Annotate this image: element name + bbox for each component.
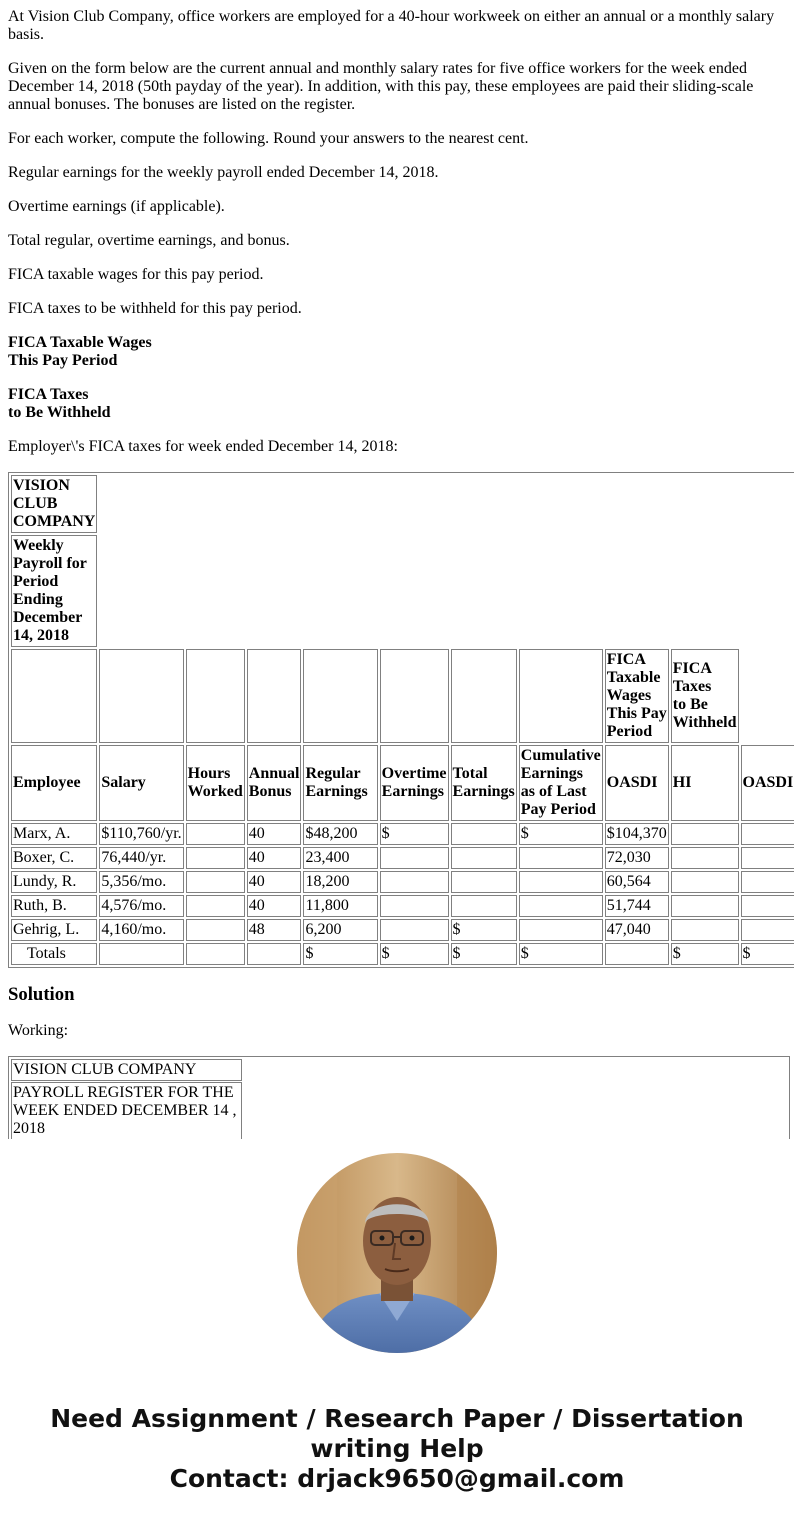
banner-contact-line: Contact: drjack9650@gmail.com	[169, 1464, 625, 1493]
intro-paragraph: At Vision Club Company, office workers are employed for a 40-hour workweek on either an annual or a monthly salary basis.	[8, 8, 775, 43]
blank-header-cell	[303, 649, 377, 743]
header-line: as of Last	[520, 783, 587, 800]
annual-bonus-cell: 40	[247, 823, 302, 845]
task-item: Total regular, overtime earnings, and bonus.	[8, 232, 290, 249]
header-line: Earnings	[452, 783, 515, 800]
hours-worked-cell	[186, 847, 245, 869]
fica-wages-hi-cell	[671, 871, 739, 893]
salary-cell: 76,440/yr.	[99, 847, 183, 869]
task-item: FICA taxable wages for this pay period.	[8, 266, 264, 283]
fica-taxes-oasdi-cell: $	[741, 943, 794, 965]
fica-taxes-oasdi-cell	[741, 871, 794, 893]
header-line: Worked	[187, 783, 243, 800]
col-header-overtime	[380, 745, 449, 821]
banner-line-2: writing Help	[310, 1434, 484, 1463]
header-line: This Pay	[606, 705, 667, 722]
blank-header-cell	[11, 649, 97, 743]
employee-cell: Marx, A.	[11, 823, 97, 845]
register-body	[11, 475, 794, 965]
col-header-wages-hi: HI	[671, 745, 739, 821]
fica-wages-hi-cell	[671, 823, 739, 845]
employee-cell: Lundy, R.	[11, 871, 97, 893]
col-header-bonus	[247, 745, 302, 821]
solution-company-cell: VISION CLUB COMPANY	[11, 1059, 242, 1081]
overtime-earnings-cell	[380, 847, 449, 869]
table-row	[11, 847, 794, 869]
banner-line-1: Need Assignment / Research Paper / Dissertation	[50, 1404, 744, 1433]
task-item: Regular earnings for the weekly payroll ended December 14, 2018.	[8, 164, 439, 181]
annual-bonus-cell: 40	[247, 895, 302, 917]
label-line: to Be Withheld	[8, 404, 111, 421]
instruction-text: For each worker, compute the following. Round your answers to the nearest cent.	[8, 130, 529, 147]
annual-bonus-cell: 40	[247, 871, 302, 893]
payroll-register-table	[8, 472, 794, 968]
cumulative-earnings-cell: $	[519, 943, 603, 965]
annual-bonus-cell: 48	[247, 919, 302, 941]
fica-wages-oasdi-cell: 60,564	[605, 871, 669, 893]
fica-taxes-oasdi-cell	[741, 919, 794, 941]
hours-worked-cell	[186, 919, 245, 941]
period-cell: Weekly Payroll for Period Ending December 14, 2018	[11, 535, 97, 647]
solution-table	[8, 1056, 790, 1139]
hours-worked-cell	[186, 943, 245, 965]
fica-taxes-oasdi-cell	[741, 895, 794, 917]
fica-wages-hi-cell: $	[671, 943, 739, 965]
label-line: FICA Taxable Wages	[8, 334, 152, 351]
salary-cell: 5,356/mo.	[99, 871, 183, 893]
cumulative-earnings-cell: $	[519, 823, 603, 845]
regular-earnings-cell: 6,200	[303, 919, 377, 941]
total-earnings-cell: $	[451, 943, 517, 965]
working-label: Working:	[8, 1022, 69, 1039]
blank-header-cell	[451, 649, 517, 743]
overtime-earnings-cell	[380, 895, 449, 917]
col-header-total	[451, 745, 517, 821]
author-photo	[297, 1153, 497, 1353]
fica-wages-group-header	[605, 649, 669, 743]
bold-label-fica-taxes	[8, 386, 794, 422]
col-header-salary: Salary	[99, 745, 183, 821]
header-line: Taxable	[606, 669, 661, 686]
portrait-image	[297, 1153, 497, 1353]
employee-cell: Ruth, B.	[11, 895, 97, 917]
fica-taxes-oasdi-cell	[741, 847, 794, 869]
header-line: to Be	[672, 696, 708, 713]
header-line: FICA	[606, 651, 646, 668]
salary-cell: $110,760/yr.	[99, 823, 183, 845]
header-line: Hours	[187, 765, 231, 782]
header-line: Cumulative	[520, 747, 601, 764]
header-line: Bonus	[248, 783, 292, 800]
hours-worked-cell	[186, 871, 245, 893]
regular-earnings-cell: 23,400	[303, 847, 377, 869]
col-header-employee: Employee	[11, 745, 97, 821]
header-line: Earnings	[381, 783, 444, 800]
overtime-earnings-cell	[380, 919, 449, 941]
table-row	[11, 871, 794, 893]
fica-taxes-group-header	[671, 649, 739, 743]
fica-wages-oasdi-cell: 47,040	[605, 919, 669, 941]
company-name-cell: VISION CLUB COMPANY	[11, 475, 97, 533]
cumulative-earnings-cell	[519, 895, 603, 917]
annual-bonus-cell: 40	[247, 847, 302, 869]
header-line: Wages	[606, 687, 652, 704]
blank-header-cell	[519, 649, 603, 743]
payroll-register-container	[8, 472, 794, 968]
total-earnings-cell: $	[451, 919, 517, 941]
fica-taxes-oasdi-cell	[741, 823, 794, 845]
col-header-cumulative	[519, 745, 603, 821]
hours-worked-cell	[186, 823, 245, 845]
col-header-taxes-oasdi: OASDI	[741, 745, 794, 821]
overtime-earnings-cell: $	[380, 943, 449, 965]
fica-wages-hi-cell	[671, 919, 739, 941]
regular-earnings-cell: 18,200	[303, 871, 377, 893]
label-line: This Pay Period	[8, 352, 118, 369]
header-line: Period	[606, 723, 653, 740]
fica-wages-oasdi-cell	[605, 943, 669, 965]
fica-wages-oasdi-cell: 51,744	[605, 895, 669, 917]
task-item: FICA taxes to be withheld for this pay period.	[8, 300, 302, 317]
label-line: FICA Taxes	[8, 386, 89, 403]
table-row	[11, 919, 794, 941]
header-line: FICA	[672, 660, 712, 677]
fica-wages-oasdi-cell: $104,370	[605, 823, 669, 845]
solution-heading: Solution	[8, 984, 75, 1005]
cumulative-earnings-cell	[519, 847, 603, 869]
solution-title-cell: PAYROLL REGISTER FOR THE WEEK ENDED DECEMBER 14 , 2018	[11, 1082, 242, 1139]
intro-paragraph: Given on the form below are the current annual and monthly salary rates for five office workers for the week ended December 14, 2018 (50th payday of the year). In addition, with this pay, these employees are paid their sliding-scale annual bonuses. The bonuses are listed on the register.	[8, 60, 754, 113]
blank-header-cell	[247, 649, 302, 743]
task-item: Overtime earnings (if applicable).	[8, 198, 225, 215]
bold-label-fica-wages	[8, 334, 794, 370]
overtime-earnings-cell	[380, 871, 449, 893]
header-line: Earnings	[520, 765, 584, 782]
salary-cell: 4,576/mo.	[99, 895, 183, 917]
fica-wages-oasdi-cell: 72,030	[605, 847, 669, 869]
salary-cell: 4,160/mo.	[99, 919, 183, 941]
hours-worked-cell	[186, 895, 245, 917]
blank-header-cell	[380, 649, 449, 743]
col-header-regular	[303, 745, 377, 821]
fica-wages-hi-cell	[671, 895, 739, 917]
regular-earnings-cell: $	[303, 943, 377, 965]
employer-fica-text: Employer\'s FICA taxes for week ended December 14, 2018:	[8, 438, 398, 455]
col-header-wages-oasdi: OASDI	[605, 745, 669, 821]
header-line: Earnings	[305, 783, 368, 800]
overtime-earnings-cell: $	[380, 823, 449, 845]
employee-cell: Boxer, C.	[11, 847, 97, 869]
blank-header-cell	[186, 649, 245, 743]
regular-earnings-cell: 11,800	[303, 895, 377, 917]
salary-cell	[99, 943, 183, 965]
total-earnings-cell	[451, 871, 517, 893]
header-line: Taxes	[672, 678, 712, 695]
annual-bonus-cell	[247, 943, 302, 965]
contact-banner	[0, 1404, 794, 1494]
employee-cell: Totals	[11, 943, 97, 965]
cumulative-earnings-cell	[519, 871, 603, 893]
regular-earnings-cell: $48,200	[303, 823, 377, 845]
totals-row	[11, 943, 794, 965]
header-line: Overtime	[381, 765, 447, 782]
header-line: Withheld	[672, 714, 737, 731]
header-line: Pay Period	[520, 801, 596, 818]
document-body	[8, 8, 794, 1139]
header-line: Total	[452, 765, 488, 782]
total-earnings-cell	[451, 895, 517, 917]
col-header-hours	[186, 745, 245, 821]
cumulative-earnings-cell	[519, 919, 603, 941]
table-row	[11, 823, 794, 845]
total-earnings-cell	[451, 847, 517, 869]
header-line: Annual	[248, 765, 300, 782]
total-earnings-cell	[451, 823, 517, 845]
blank-header-cell	[99, 649, 183, 743]
header-line: Regular	[305, 765, 361, 782]
employee-cell: Gehrig, L.	[11, 919, 97, 941]
fica-wages-hi-cell	[671, 847, 739, 869]
table-row	[11, 895, 794, 917]
